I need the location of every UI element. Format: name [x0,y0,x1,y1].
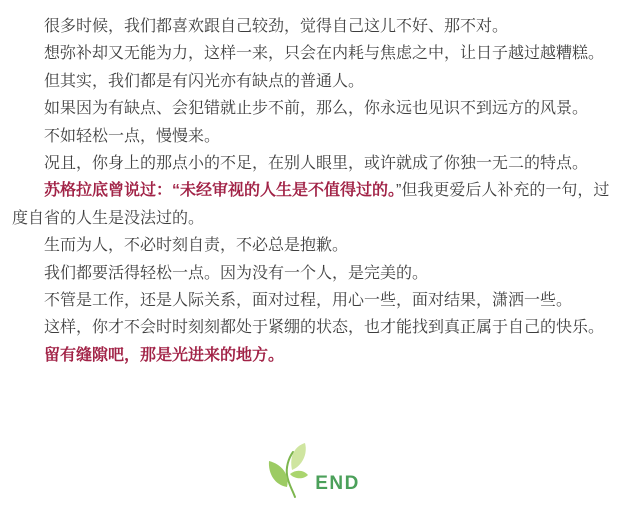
paragraph [12,123,621,150]
sprout-leaf-icon [267,443,313,499]
quote-rest-text: ”但我更爱后人补充的一句，过度自省的人生是没法过的。 [12,182,610,227]
paragraph-text: 如果因为有缺点、会犯错就止步不前，那么，你永远也见识不到远方的风景。 [44,100,589,118]
closing-highlight-text: 留有缝隙吧，那是光进来的地方。 [44,346,285,364]
quote-highlight-text: 苏格拉底曾说过：“未经审视的人生是不值得过的。 [44,182,397,200]
paragraph [12,68,621,95]
paragraph-text: 不如轻松一点，慢慢来。 [44,127,221,145]
paragraph-text: 生而为人，不必时刻自责，不必总是抱歉。 [44,237,349,255]
paragraph-text: 我们都要活得轻松一点。因为没有一个人，是完美的。 [44,264,429,282]
paragraph-text: 这样，你才不会时时刻刻都处于紧绷的状态，也才能找到真正属于自己的快乐。 [44,319,605,337]
paragraph-text: 况且，你身上的那点小的不足，在别人眼里，或许就成了你独一无二的特点。 [44,155,589,173]
paragraph [12,95,621,122]
paragraph [12,232,621,259]
article-end-marker [0,441,627,499]
paragraph-text: 不管是工作，还是人际关系，面对过程，用心一些，面对结果，潇洒一些。 [44,292,573,310]
paragraph [12,287,621,314]
paragraph [12,13,621,40]
paragraph-closing [12,342,621,369]
paragraph-quote [12,177,621,232]
paragraph-text: 想弥补却又无能为力，这样一来，只会在内耗与焦虑之中，让日子越过越糟糕。 [44,45,605,63]
paragraph [12,314,621,341]
end-label: END [315,473,360,495]
paragraph-text: 很多时候，我们都喜欢跟自己较劲，觉得自己这儿不好、那不对。 [44,18,509,35]
paragraph-text: 但其实，我们都是有闪光亦有缺点的普通人。 [44,72,365,90]
paragraph [12,40,621,67]
paragraph [12,260,621,287]
paragraph [12,150,621,177]
